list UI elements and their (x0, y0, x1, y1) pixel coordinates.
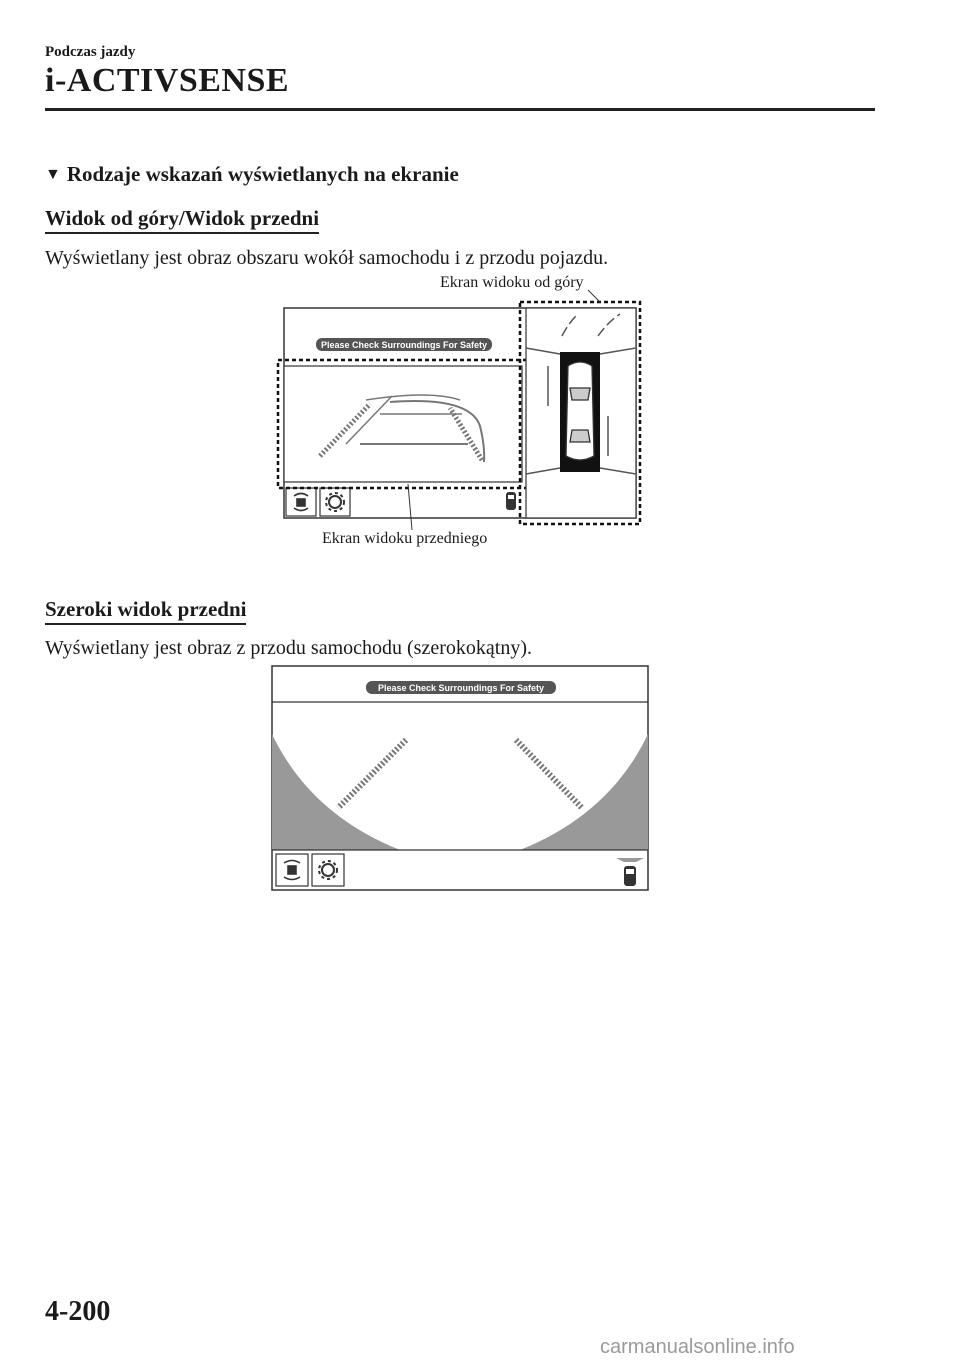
watermark: carmanualsonline.info (600, 1336, 795, 1358)
front-view-area (284, 366, 522, 482)
safety-banner-text: Please Check Surroundings For Safety (377, 683, 545, 693)
triangle-marker-icon: ▼ (45, 166, 61, 183)
section-title: i-ACTIVSENSE (45, 62, 290, 99)
car-icon (506, 492, 516, 510)
view1-description: Wyświetlany jest obraz obszaru wokół samochodu i z przodu pojazdu. (45, 247, 609, 269)
safety-banner-text: Please Check Surroundings For Safety (320, 340, 488, 350)
heading-text: Rodzaje wskazań wyświetlanych na ekranie (66, 162, 459, 186)
chapter-title: Podczas jazdy (45, 44, 136, 60)
view1-title: Widok od góry/Widok przedni (45, 206, 319, 234)
callout-front-view: Ekran widoku przedniego (322, 530, 488, 547)
page-number: 4-200 (45, 1296, 111, 1327)
leader-top (588, 290, 600, 302)
callout-top-view: Ekran widoku od góry (440, 274, 584, 291)
gear-icon (312, 854, 344, 886)
view2-title: Szeroki widok przedni (45, 597, 246, 625)
car-top-view (566, 362, 594, 460)
view2-description: Wyświetlany jest obraz z przodu samochodu (szerokokątny). (45, 637, 532, 659)
top-front-view-figure (270, 296, 650, 526)
header-divider (45, 108, 875, 111)
subsection-heading (45, 162, 459, 187)
wide-front-view-figure (270, 664, 650, 894)
